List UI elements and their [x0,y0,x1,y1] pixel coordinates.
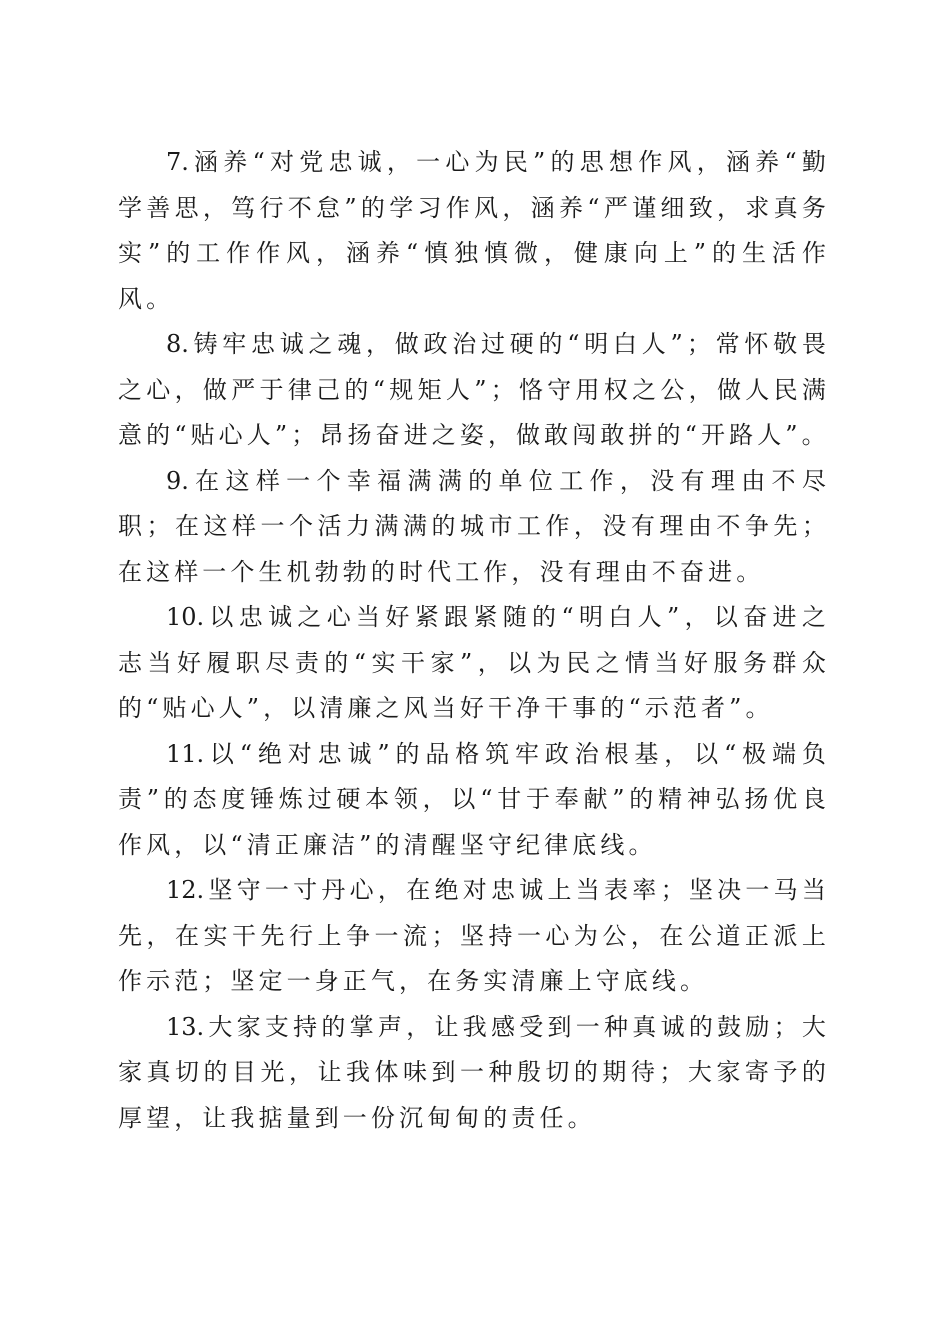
paragraph-text: 涵养“对党忠诚，一心为民”的思想作风，涵养“勤学善思，笃行不怠”的学习作风，涵养“严谨细致，求真务实”的工作作风，涵养“慎独慎微，健康向上”的生活作风。 [118,148,830,313]
paragraph-text: 大家支持的掌声，让我感受到一种真诚的鼓励；大家真切的目光，让我体味到一种殷切的期待；大家寄予的厚望，让我掂量到一份沉甸甸的责任。 [118,1012,830,1132]
paragraph-9 [118,459,830,596]
paragraph-number: 11. [166,739,205,768]
paragraph-number: 7. [166,148,189,176]
paragraph-number: 13. [166,1012,205,1041]
paragraph-number: 8. [166,330,189,358]
paragraph-10 [118,595,830,732]
paragraph-number: 9. [166,466,189,495]
paragraph-text: 以“绝对忠诚”的品格筑牢政治根基，以“极端负责”的态度锤炼过硬本领，以“甘于奉献”的精神弘扬优良作风，以“清正廉洁”的清醒坚守纪律底线。 [118,739,830,859]
paragraph-12 [118,868,830,1005]
paragraph-13 [118,1005,830,1142]
paragraph-text: 在这样一个幸福满满的单位工作，没有理由不尽职；在这样一个活力满满的城市工作，没有理由不争先；在这样一个生机勃勃的时代工作，没有理由不奋进。 [118,466,830,586]
paragraph-7 [118,140,830,322]
document-body [118,140,830,1141]
paragraph-11 [118,732,830,869]
paragraph-number: 12. [166,876,205,904]
paragraph-text: 坚守一寸丹心，在绝对忠诚上当表率；坚决一马当先，在实干先行上争一流；坚持一心为公，在公道正派上作示范；坚定一身正气，在务实清廉上守底线。 [118,876,830,995]
paragraph-number: 10. [166,603,205,631]
paragraph-text: 铸牢忠诚之魂，做政治过硬的“明白人”；常怀敬畏之心，做严于律己的“规矩人”；恪守用权之公，做人民满意的“贴心人”；昂扬奋进之姿，做敢闯敢拼的“开路人”。 [118,330,830,449]
paragraph-text: 以忠诚之心当好紧跟紧随的“明白人”，以奋进之志当好履职尽责的“实干家”，以为民之情当好服务群众的“贴心人”，以清廉之风当好干净干事的“示范者”。 [118,603,830,722]
paragraph-8 [118,322,830,459]
